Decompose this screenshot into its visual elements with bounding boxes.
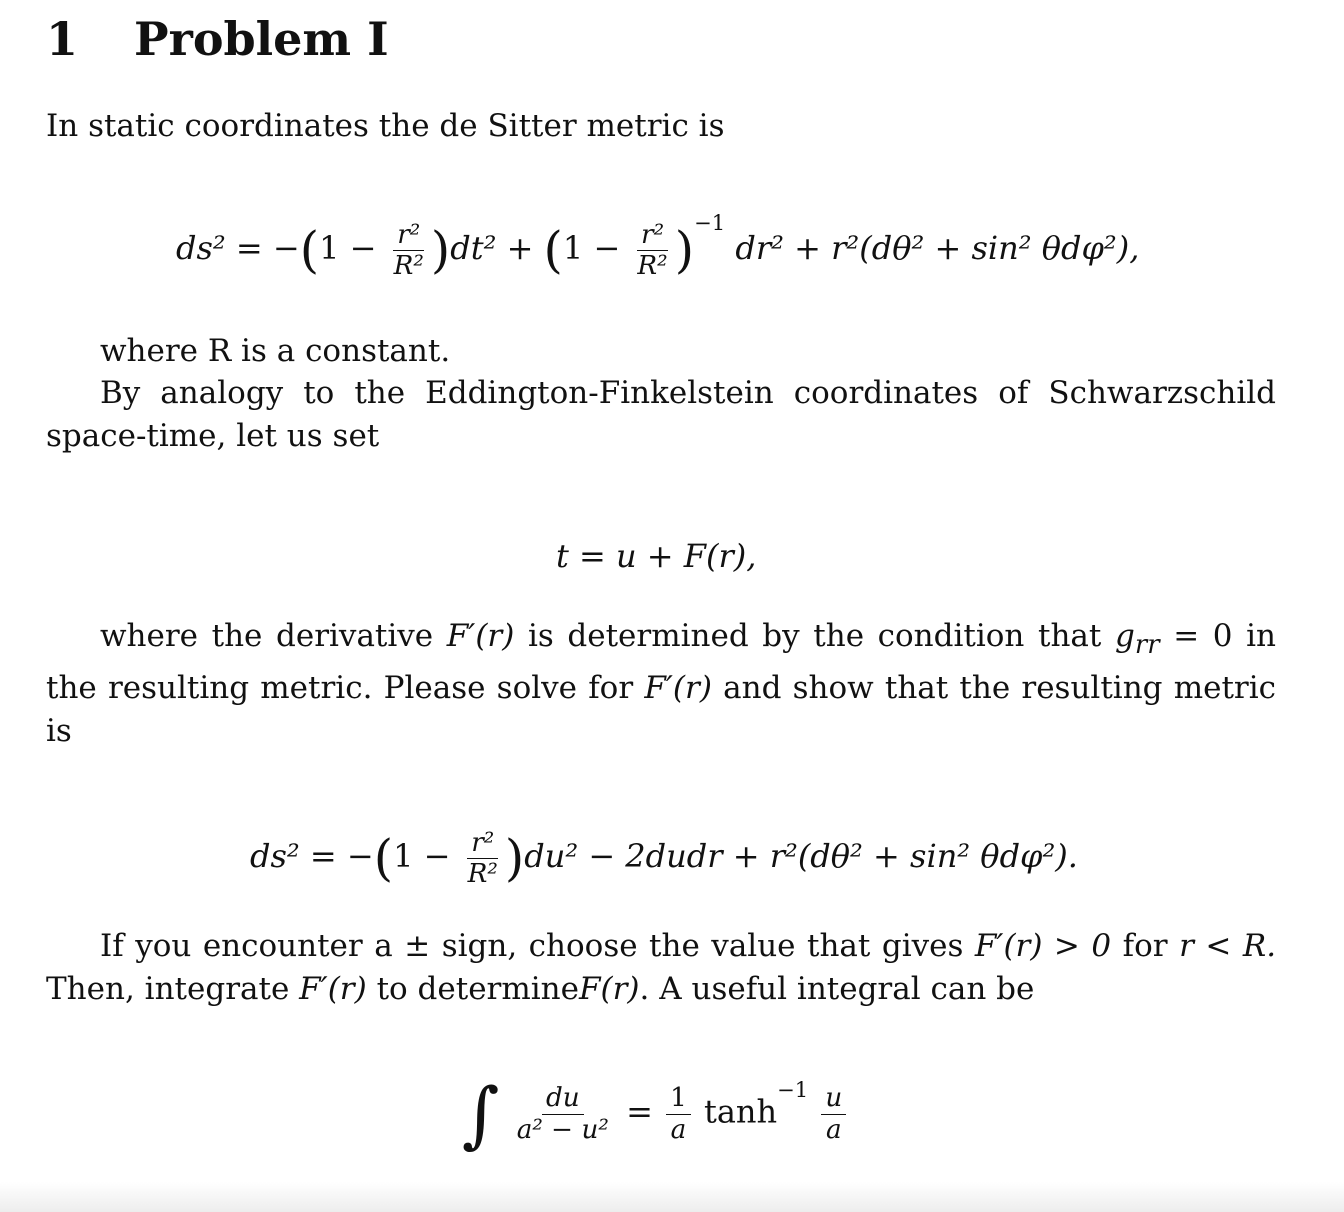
dt2-term: dt² <box>450 229 497 268</box>
section-title: Problem I <box>134 12 389 66</box>
sign-text-2: sign, choose the value that gives <box>441 928 964 964</box>
r-less-than-R: r < R. <box>1179 928 1277 964</box>
integrand-denominator: a² − u² <box>516 1114 609 1145</box>
plus-minus-symbol: ± <box>404 928 431 964</box>
g-rr-value: = 0 <box>1173 618 1233 654</box>
integral-symbol: ∫ <box>462 1072 500 1156</box>
static-metric-equation: ds² = −(1 − $\frac{\text{r²}}{\text{R²}}$ )dt² + (1 − $\frac{\text{r²}}{\text{R²}}$ )$^{-1}$ dr² + r²(dθ² + sin² θdφ²), <box>176 209 1140 282</box>
argument-numerator: u <box>821 1085 846 1114</box>
f-prime-inline-3: F′(r) <box>299 971 367 1007</box>
tanh-function: tanh <box>703 1092 778 1131</box>
g-rr-symbol <box>1115 618 1160 661</box>
right-paren-3: ) <box>504 828 525 887</box>
argument-fraction <box>821 1083 846 1145</box>
r2-over-R2-fraction <box>390 220 428 282</box>
f-prime-inline: F′(r) <box>446 618 515 654</box>
g-rr-subscript: rr <box>1134 630 1160 661</box>
inverse-tanh-exponent: −1 <box>777 1076 809 1102</box>
derivative-text-1: where the derivative <box>100 618 434 654</box>
inverse-exponent: −1 <box>694 209 726 235</box>
fraction-numerator-2: r² <box>637 222 668 251</box>
sign-text-1: If you encounter a <box>100 928 393 964</box>
derivative-text-3: in the resulting metric. Please solve for <box>46 618 1277 707</box>
angular-term: + r²(dθ² + sin² θdφ²), <box>794 229 1140 268</box>
coefficient-fraction <box>666 1083 691 1145</box>
ef-metric-rest: − 2dudr + r²(dθ² + sin² θdφ²). <box>588 837 1078 876</box>
minus-sign: − <box>272 229 300 268</box>
integrand-numerator: du <box>542 1085 584 1114</box>
plus-sign: + <box>506 229 534 268</box>
right-paren-2: ) <box>674 220 695 279</box>
right-paren: ) <box>430 220 451 279</box>
coefficient-numerator: 1 <box>666 1085 691 1114</box>
derivative-text-4: and show that the resulting metric is <box>46 670 1277 750</box>
coordinate-transform-equation: t = u + F(r), <box>556 537 757 575</box>
fraction-numerator: r² <box>393 222 424 251</box>
minus-sign-2: − <box>346 837 374 876</box>
coefficient-denominator: a <box>670 1114 687 1145</box>
fraction-denominator: R² <box>393 251 424 282</box>
intro-paragraph: In static coordinates the de Sitter metric is <box>46 108 725 144</box>
constant-paragraph: where R is a constant. <box>100 333 451 369</box>
section-number: 1 <box>46 12 79 66</box>
one: 1 <box>319 229 340 268</box>
equals-sign: = <box>235 229 263 268</box>
derivative-paragraph <box>46 615 1276 753</box>
analogy-paragraph: By analogy to the Eddington-Finkelstein coordinates of Schwarzschild space-time, let us set <box>46 375 1276 454</box>
metric-lhs-2: ds² <box>250 837 300 876</box>
r2-over-R2-fraction-2 <box>633 220 671 282</box>
f-prime-positive: F′(r) > 0 <box>974 928 1112 964</box>
bottom-fade-edge <box>0 1182 1344 1212</box>
f-prime-inline-2: F′(r) <box>644 670 712 707</box>
sign-text-3: for <box>1122 928 1168 964</box>
sign-text-6: . A useful integral can be <box>639 971 1035 1007</box>
left-paren-3: ( <box>373 828 394 887</box>
one-3: 1 <box>393 837 414 876</box>
dr2-term: dr² <box>735 229 784 268</box>
f-inline: F(r) <box>579 971 640 1007</box>
integrand-fraction <box>513 1083 613 1145</box>
derivative-text-2: is determined by the condition that <box>527 618 1102 654</box>
argument-denominator: a <box>826 1114 842 1145</box>
ef-metric-equation: ds² = −(1 − $\frac{\text{r²}}{\text{R²}}$ )du² − 2dudr + r²(dθ² + sin² θdφ²). <box>250 828 1078 890</box>
fraction-numerator-3: r² <box>467 830 498 859</box>
r2-over-R2-fraction-3 <box>464 828 502 890</box>
equals-sign-2: = <box>309 837 337 876</box>
sign-paragraph <box>46 925 1276 1011</box>
sign-text-4: Then, integrate <box>46 971 290 1007</box>
integral-equation <box>462 1072 849 1156</box>
left-paren-2: ( <box>543 220 563 279</box>
sign-text-5: to determine <box>376 971 579 1007</box>
one-2: 1 <box>562 229 584 268</box>
du2-term: du² <box>524 837 579 876</box>
g-symbol: g <box>1115 618 1135 654</box>
metric-lhs: ds² <box>176 229 226 268</box>
equals-sign-3: = <box>626 1092 653 1131</box>
left-paren: ( <box>299 220 320 279</box>
fraction-denominator-3: R² <box>467 859 498 890</box>
fraction-denominator-2: R² <box>637 251 668 282</box>
